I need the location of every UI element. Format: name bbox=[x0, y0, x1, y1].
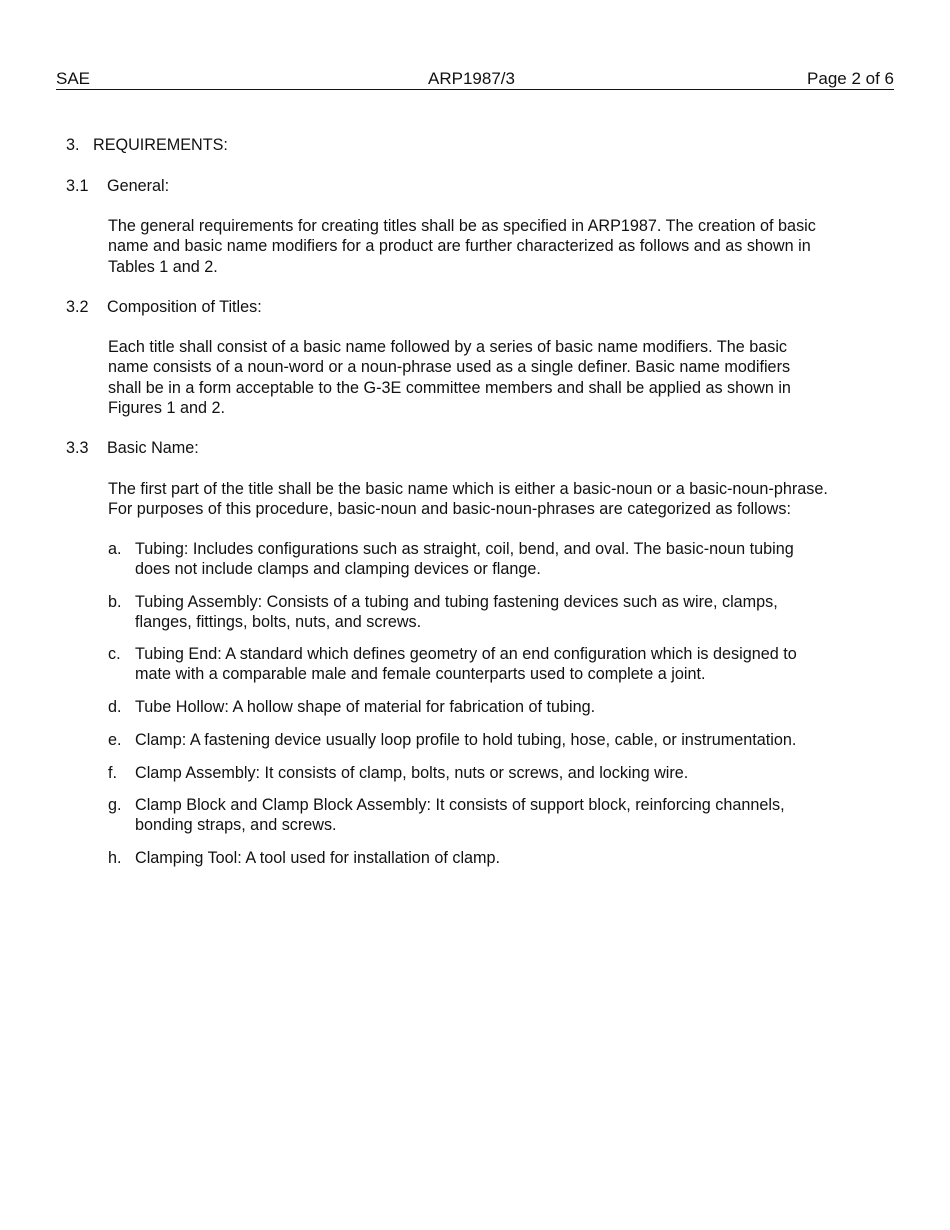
paragraph-line: Figures 1 and 2. bbox=[108, 398, 225, 417]
page-header bbox=[56, 68, 894, 90]
header-document-number: ARP1987/3 bbox=[428, 69, 515, 88]
section-3-number: 3. bbox=[66, 136, 80, 154]
header-page-number: Page 2 of 6 bbox=[807, 69, 894, 88]
list-item-line: flanges, fittings, bolts, nuts, and screws. bbox=[135, 613, 422, 632]
list-item-line: Clamp: A fastening device usually loop profile to hold tubing, hose, cable, or instrumentation. bbox=[135, 731, 797, 749]
section-3-2-number: 3.2 bbox=[66, 298, 89, 316]
list-item-line: Tubing: Includes configurations such as straight, coil, bend, and oval. The basic-noun tubing bbox=[135, 540, 794, 558]
paragraph-line: Each title shall consist of a basic name followed by a series of basic name modifiers. The basic bbox=[108, 338, 788, 356]
section-3-2-heading bbox=[66, 297, 366, 317]
list-item-line: Clamp Assembly: It consists of clamp, bolts, nuts or screws, and locking wire. bbox=[135, 764, 689, 782]
section-3-1-number: 3.1 bbox=[66, 177, 89, 195]
list-item-line: Clamping Tool: A tool used for installation of clamp. bbox=[135, 849, 501, 867]
list-item-line: bonding straps, and screws. bbox=[135, 816, 337, 835]
section-3-1-title: General: bbox=[107, 177, 170, 195]
list-marker: f. bbox=[108, 764, 117, 782]
list-marker: a. bbox=[108, 540, 122, 558]
paragraph-line: name and basic name modifiers for a product are further characterized as follows and as shown in bbox=[108, 237, 811, 256]
section-3-3-paragraph bbox=[108, 479, 868, 520]
list-item-line: Tubing Assembly: Consists of a tubing and tubing fastening devices such as wire, clamps, bbox=[135, 593, 778, 611]
section-3-1-paragraph bbox=[108, 216, 868, 277]
list-marker: g. bbox=[108, 796, 122, 814]
section-3-title: REQUIREMENTS: bbox=[93, 136, 228, 154]
section-3-1-heading bbox=[66, 176, 366, 196]
paragraph-line: Tables 1 and 2. bbox=[108, 257, 218, 276]
paragraph-line: For purposes of this procedure, basic-noun and basic-noun-phrases are categorized as follows: bbox=[108, 500, 791, 519]
list-marker: e. bbox=[108, 731, 122, 749]
paragraph-line: The general requirements for creating titles shall be as specified in ARP1987. The creation of basic bbox=[108, 217, 816, 235]
section-3-2-title: Composition of Titles: bbox=[107, 298, 262, 316]
list-marker: h. bbox=[108, 849, 122, 867]
header-organization: SAE bbox=[56, 69, 91, 88]
section-3-3-number: 3.3 bbox=[66, 439, 89, 457]
list-item-line: does not include clamps and clamping devices or flange. bbox=[135, 560, 541, 579]
section-3-3-heading bbox=[66, 438, 366, 458]
list-marker: d. bbox=[108, 698, 122, 716]
list-item-line: Tubing End: A standard which defines geometry of an end configuration which is designed to bbox=[135, 645, 797, 663]
paragraph-line: name consists of a noun-word or a noun-phrase used as a single definer. Basic name modifiers bbox=[108, 358, 791, 377]
paragraph-line: The first part of the title shall be the basic name which is either a basic-noun or a basic-noun-phrase. bbox=[108, 480, 828, 498]
list-item-line: Tube Hollow: A hollow shape of material for fabrication of tubing. bbox=[135, 698, 596, 716]
list-marker: b. bbox=[108, 593, 122, 611]
paragraph-line: shall be in a form acceptable to the G-3E committee members and shall be applied as shown in bbox=[108, 378, 791, 397]
section-3-2-paragraph bbox=[108, 337, 868, 418]
section-3-3-title: Basic Name: bbox=[107, 439, 199, 457]
list-item-line: Clamp Block and Clamp Block Assembly: It consists of support block, reinforcing channels, bbox=[135, 796, 785, 814]
section-3-heading bbox=[66, 135, 366, 155]
list-marker: c. bbox=[108, 645, 121, 663]
list-item-line: mate with a comparable male and female counterparts used to complete a joint. bbox=[135, 665, 706, 684]
